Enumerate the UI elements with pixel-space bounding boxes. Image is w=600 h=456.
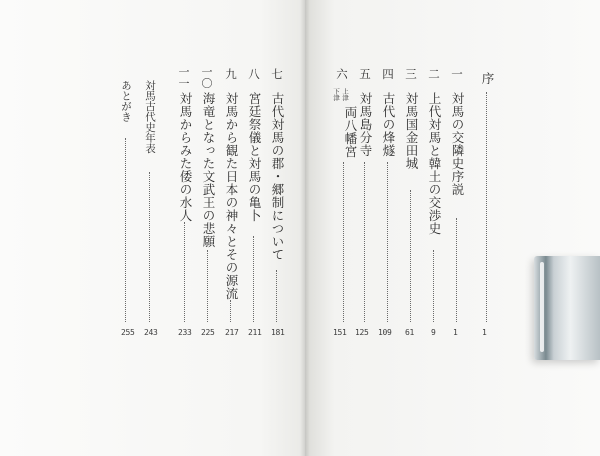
toc-leader: [253, 236, 254, 322]
glass-paperweight: [534, 256, 600, 360]
toc-leader: [149, 172, 150, 322]
toc-leader: [486, 92, 487, 322]
toc-page-number: 1: [453, 328, 458, 337]
toc-leader: [364, 162, 365, 322]
toc-page-number: 255: [121, 328, 135, 337]
toc-title: 対馬からみた倭の水人: [178, 92, 193, 222]
toc-page-number: 225: [201, 328, 215, 337]
toc-title: 対馬国金田城: [404, 92, 419, 170]
toc-leader: [410, 190, 411, 322]
toc-title: 上代対馬と韓土の交渉史: [427, 92, 442, 235]
toc-leader: [343, 162, 344, 322]
toc-chapter-number: 一〇: [200, 66, 213, 89]
toc-chapter-number: 七: [271, 67, 283, 81]
toc-leader: [276, 270, 277, 322]
toc-chapter-number: 四: [382, 67, 394, 81]
toc-chapter-number: 九: [225, 67, 237, 81]
toc-page-number: 243: [144, 328, 158, 337]
toc-title-prefix-lower: 下津: [332, 88, 340, 101]
toc-title: あとがき: [120, 80, 132, 122]
toc-title: 古代対馬の郡・郷制について: [270, 92, 285, 261]
toc-leader: [433, 250, 434, 322]
toc-leader: [207, 250, 208, 322]
toc-chapter-number: 一: [451, 67, 463, 81]
toc-title: 両八幡宮: [343, 106, 358, 158]
toc-page-number: 211: [248, 328, 262, 337]
toc-leader: [125, 138, 126, 322]
toc-leader: [456, 218, 457, 322]
toc-page-number: 125: [355, 328, 369, 337]
toc-title: 対馬島分寺: [358, 92, 373, 157]
toc-title: 海竜となった文武王の悲願: [201, 92, 216, 248]
toc-title: 対馬の交隣史序説: [450, 92, 465, 196]
toc-page-number: 1: [482, 328, 487, 337]
toc-chapter-number: 八: [248, 67, 260, 81]
toc-leader: [230, 300, 231, 322]
toc-title: 古代の烽燧: [381, 92, 396, 157]
toc-title: 宮廷祭儀と対馬の亀卜: [247, 92, 262, 222]
toc-page-number: 233: [178, 328, 192, 337]
toc-page-number: 61: [405, 328, 415, 337]
toc-chapter-number: 二: [428, 67, 440, 81]
book-gutter: [300, 0, 310, 456]
toc-title: 対馬から観た日本の神々とその源流: [224, 92, 239, 300]
toc-chapter-number: 一一: [177, 66, 190, 89]
toc-leader: [387, 162, 388, 322]
toc-leader: [184, 222, 185, 322]
toc-chapter-number: 三: [405, 67, 417, 81]
toc-title: 対馬古代史年表: [144, 80, 156, 154]
toc-title: 序: [480, 72, 495, 85]
toc-page-number: 181: [271, 328, 285, 337]
toc-chapter-number: 六: [336, 67, 348, 81]
toc-page-number: 151: [333, 328, 347, 337]
toc-title-prefix-upper: 上津: [341, 88, 349, 101]
toc-chapter-number: 五: [359, 67, 371, 81]
toc-page-number: 9: [431, 328, 436, 337]
toc-page-number: 217: [225, 328, 239, 337]
toc-page-number: 109: [378, 328, 392, 337]
